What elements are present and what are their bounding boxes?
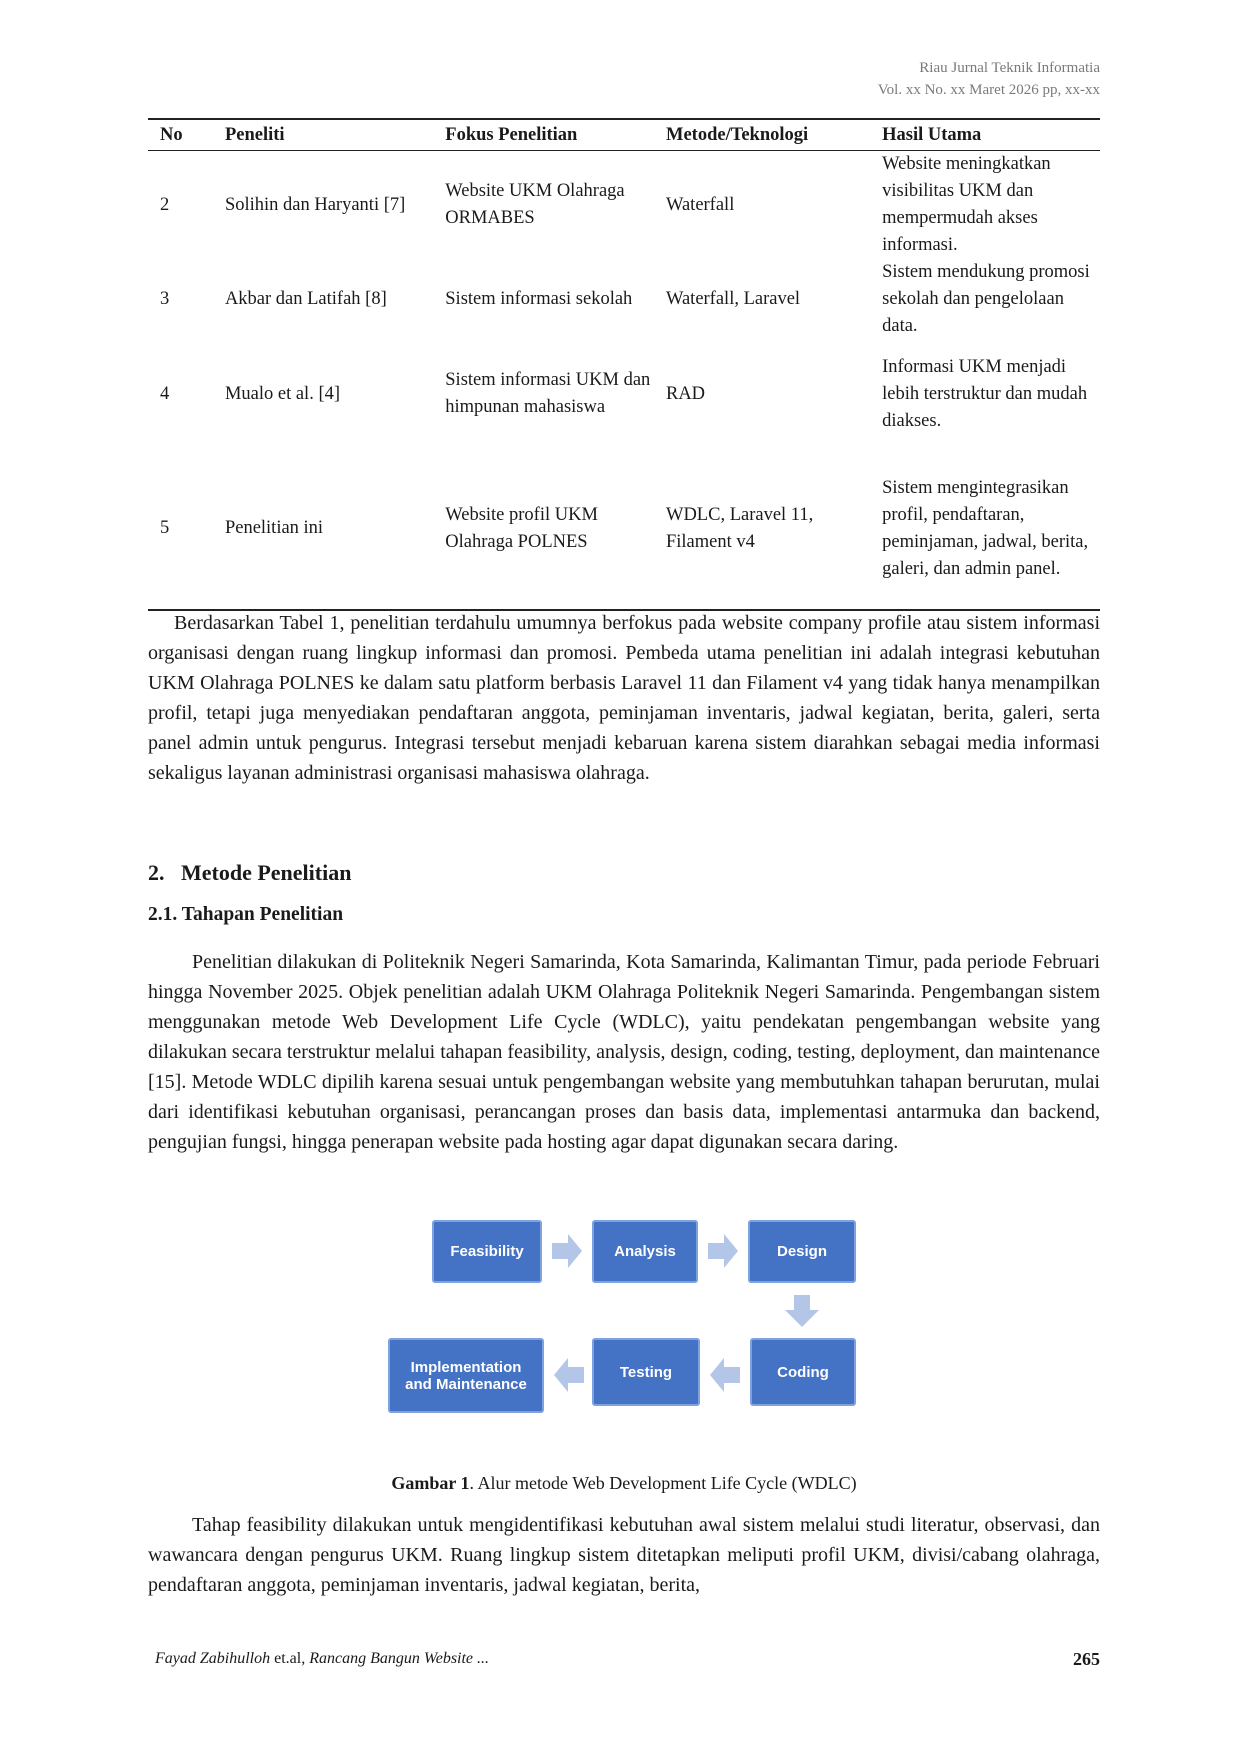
step-coding: Coding: [750, 1338, 856, 1406]
running-header: [878, 57, 1100, 101]
subsection-heading: 2.1. Tahapan Penelitian: [148, 904, 344, 925]
step-design: Design: [748, 1220, 856, 1283]
journal-name: Riau Jurnal Teknik Informatia: [919, 60, 1100, 76]
cell-no: 5: [148, 448, 225, 610]
col-header-fokus: Fokus Penelitian: [445, 119, 666, 151]
arrow-right-icon: [552, 1234, 582, 1268]
cell-hasil: Website meningkatkan visibilitas UKM dan mempermudah akses informasi.: [882, 154, 1051, 255]
paragraph-method: Penelitian dilakukan di Politeknik Negeri Samarinda, Kota Samarinda, Kalimantan Timur, pada periode Februari hingga November 2025. Objek penelitian adalah UKM Olahraga Politeknik Negeri Samarinda. Pengembangan sistem menggunakan metode Web Development Life Cycle (WDLC), yaitu pendekatan pengembangan website yang dilakukan secara terstruktur melalui tahapan feasibility, analysis, design, coding, testing, deployment, dan maintenance [15]. Metode WDLC dipilih karena sesuai untuk pengembangan website yang membutuhkan tahapan berurutan, mulai dari identifikasi kebutuhan organisasi, perancangan proses dan basis data, implementasi antarmuka dan backend, pengujian fungsi, hingga penerapan website pada hosting agar dapat digunakan secara daring.: [148, 951, 1100, 1153]
step-testing: Testing: [592, 1338, 700, 1406]
arrow-right-icon: [708, 1234, 738, 1268]
cell-no: 4: [160, 383, 170, 404]
section-number: 2.: [148, 860, 165, 885]
col-header-peneliti: Peneliti: [225, 119, 445, 151]
journal-volume: Vol. xx No. xx Maret 2026 pp, xx-xx: [877, 82, 1100, 98]
page-number: 265: [1073, 1649, 1100, 1669]
table-row: [148, 448, 1100, 610]
step-implementation-line2: and Maintenance: [405, 1375, 527, 1393]
cell-metode: WDLC, Laravel 11, Filament v4: [666, 448, 882, 610]
cell-peneliti: Akbar dan Latifah [8]: [224, 289, 387, 309]
footer-author: Fayad Zabihulloh: [155, 1650, 271, 1667]
arrow-left-icon: [554, 1358, 584, 1392]
footer-citation: [155, 1650, 489, 1668]
figure-caption: [148, 1473, 1100, 1494]
section-title: Metode Penelitian: [181, 860, 352, 885]
cell-fokus: Sistem informasi UKM dan himpunan mahasiswa: [445, 370, 651, 417]
cell-no: 2: [160, 194, 170, 215]
table-header-row: [148, 119, 1100, 151]
step-analysis: Analysis: [592, 1220, 698, 1283]
table-row: [148, 340, 1100, 448]
cell-fokus: Website UKM Olahraga ORMABES: [445, 181, 625, 228]
paragraph-feasibility: Tahap feasibility dilakukan untuk mengidentifikasi kebutuhan awal sistem melalui studi literatur, observasi, dan wawancara dengan pengurus UKM. Ruang lingkup sistem ditetapkan meliputi profil UKM, divisi/cabang olahraga, pendaftaran anggota, peminjaman inventaris, jadwal kegiatan, berita,: [148, 1514, 1100, 1596]
caption-text: . Alur metode Web Development Life Cycle (WDLC): [469, 1473, 857, 1493]
step-implementation-line1: Implementation: [410, 1358, 522, 1376]
table-row: [148, 259, 1100, 340]
cell-no: 3: [160, 289, 170, 309]
cell-hasil: Informasi UKM menjadi lebih terstruktur dan mudah diakses.: [882, 356, 1088, 431]
col-header-hasil: Hasil Utama: [882, 119, 1100, 151]
footer-etal: et.al,: [270, 1650, 310, 1667]
col-header-metode: Metode/Teknologi: [666, 119, 882, 151]
footer-title: Rancang Bangun Website ...: [309, 1650, 490, 1667]
table-row: [148, 151, 1100, 260]
cell-peneliti: Mualo et al. [4]: [224, 383, 341, 404]
paragraph-table-discussion: Berdasarkan Tabel 1, penelitian terdahulu umumnya berfokus pada website company profile atau sistem informasi organisasi dengan ruang lingkup informasi dan promosi. Pembeda utama penelitian ini adalah integrasi kebutuhan UKM Olahraga POLNES ke dalam satu platform berbasis Laravel 11 dan Filament v4 yang tidak hanya menampilkan profil, tetapi juga menyediakan pendaftaran anggota, peminjaman inventaris, jadwal kegiatan, berita, galeri, serta panel admin untuk pengurus. Integrasi tersebut menjadi kebaruan karena sistem diarahkan sebagai media informasi sekaligus layanan administrasi organisasi mahasiswa olahraga.: [148, 612, 1100, 784]
cell-metode: RAD: [665, 383, 706, 404]
cell-peneliti: Penelitian ini: [225, 448, 445, 610]
cell-hasil: Sistem mendukung promosi sekolah dan pengelolaan data.: [882, 262, 1090, 336]
arrow-left-icon: [710, 1358, 740, 1392]
literature-table: [148, 118, 1100, 611]
cell-fokus: Website profil UKM Olahraga POLNES: [445, 448, 666, 610]
cell-hasil: Sistem mengintegrasikan profil, pendaftaran, peminjaman, jadwal, berita, galeri, dan admin panel.: [882, 448, 1100, 610]
cell-peneliti: Solihin dan Haryanti [7]: [224, 194, 406, 215]
step-feasibility: Feasibility: [432, 1220, 542, 1283]
arrow-down-icon: [785, 1295, 819, 1327]
caption-label: Gambar 1: [391, 1473, 470, 1493]
cell-fokus: Sistem informasi sekolah: [445, 289, 633, 309]
step-implementation-maintenance: [388, 1338, 544, 1413]
wdlc-flow-diagram: [380, 1220, 860, 1415]
section-heading: [148, 860, 351, 886]
cell-metode: Waterfall, Laravel: [665, 289, 801, 309]
cell-metode: Waterfall: [665, 194, 735, 215]
col-header-no: No: [148, 119, 225, 151]
